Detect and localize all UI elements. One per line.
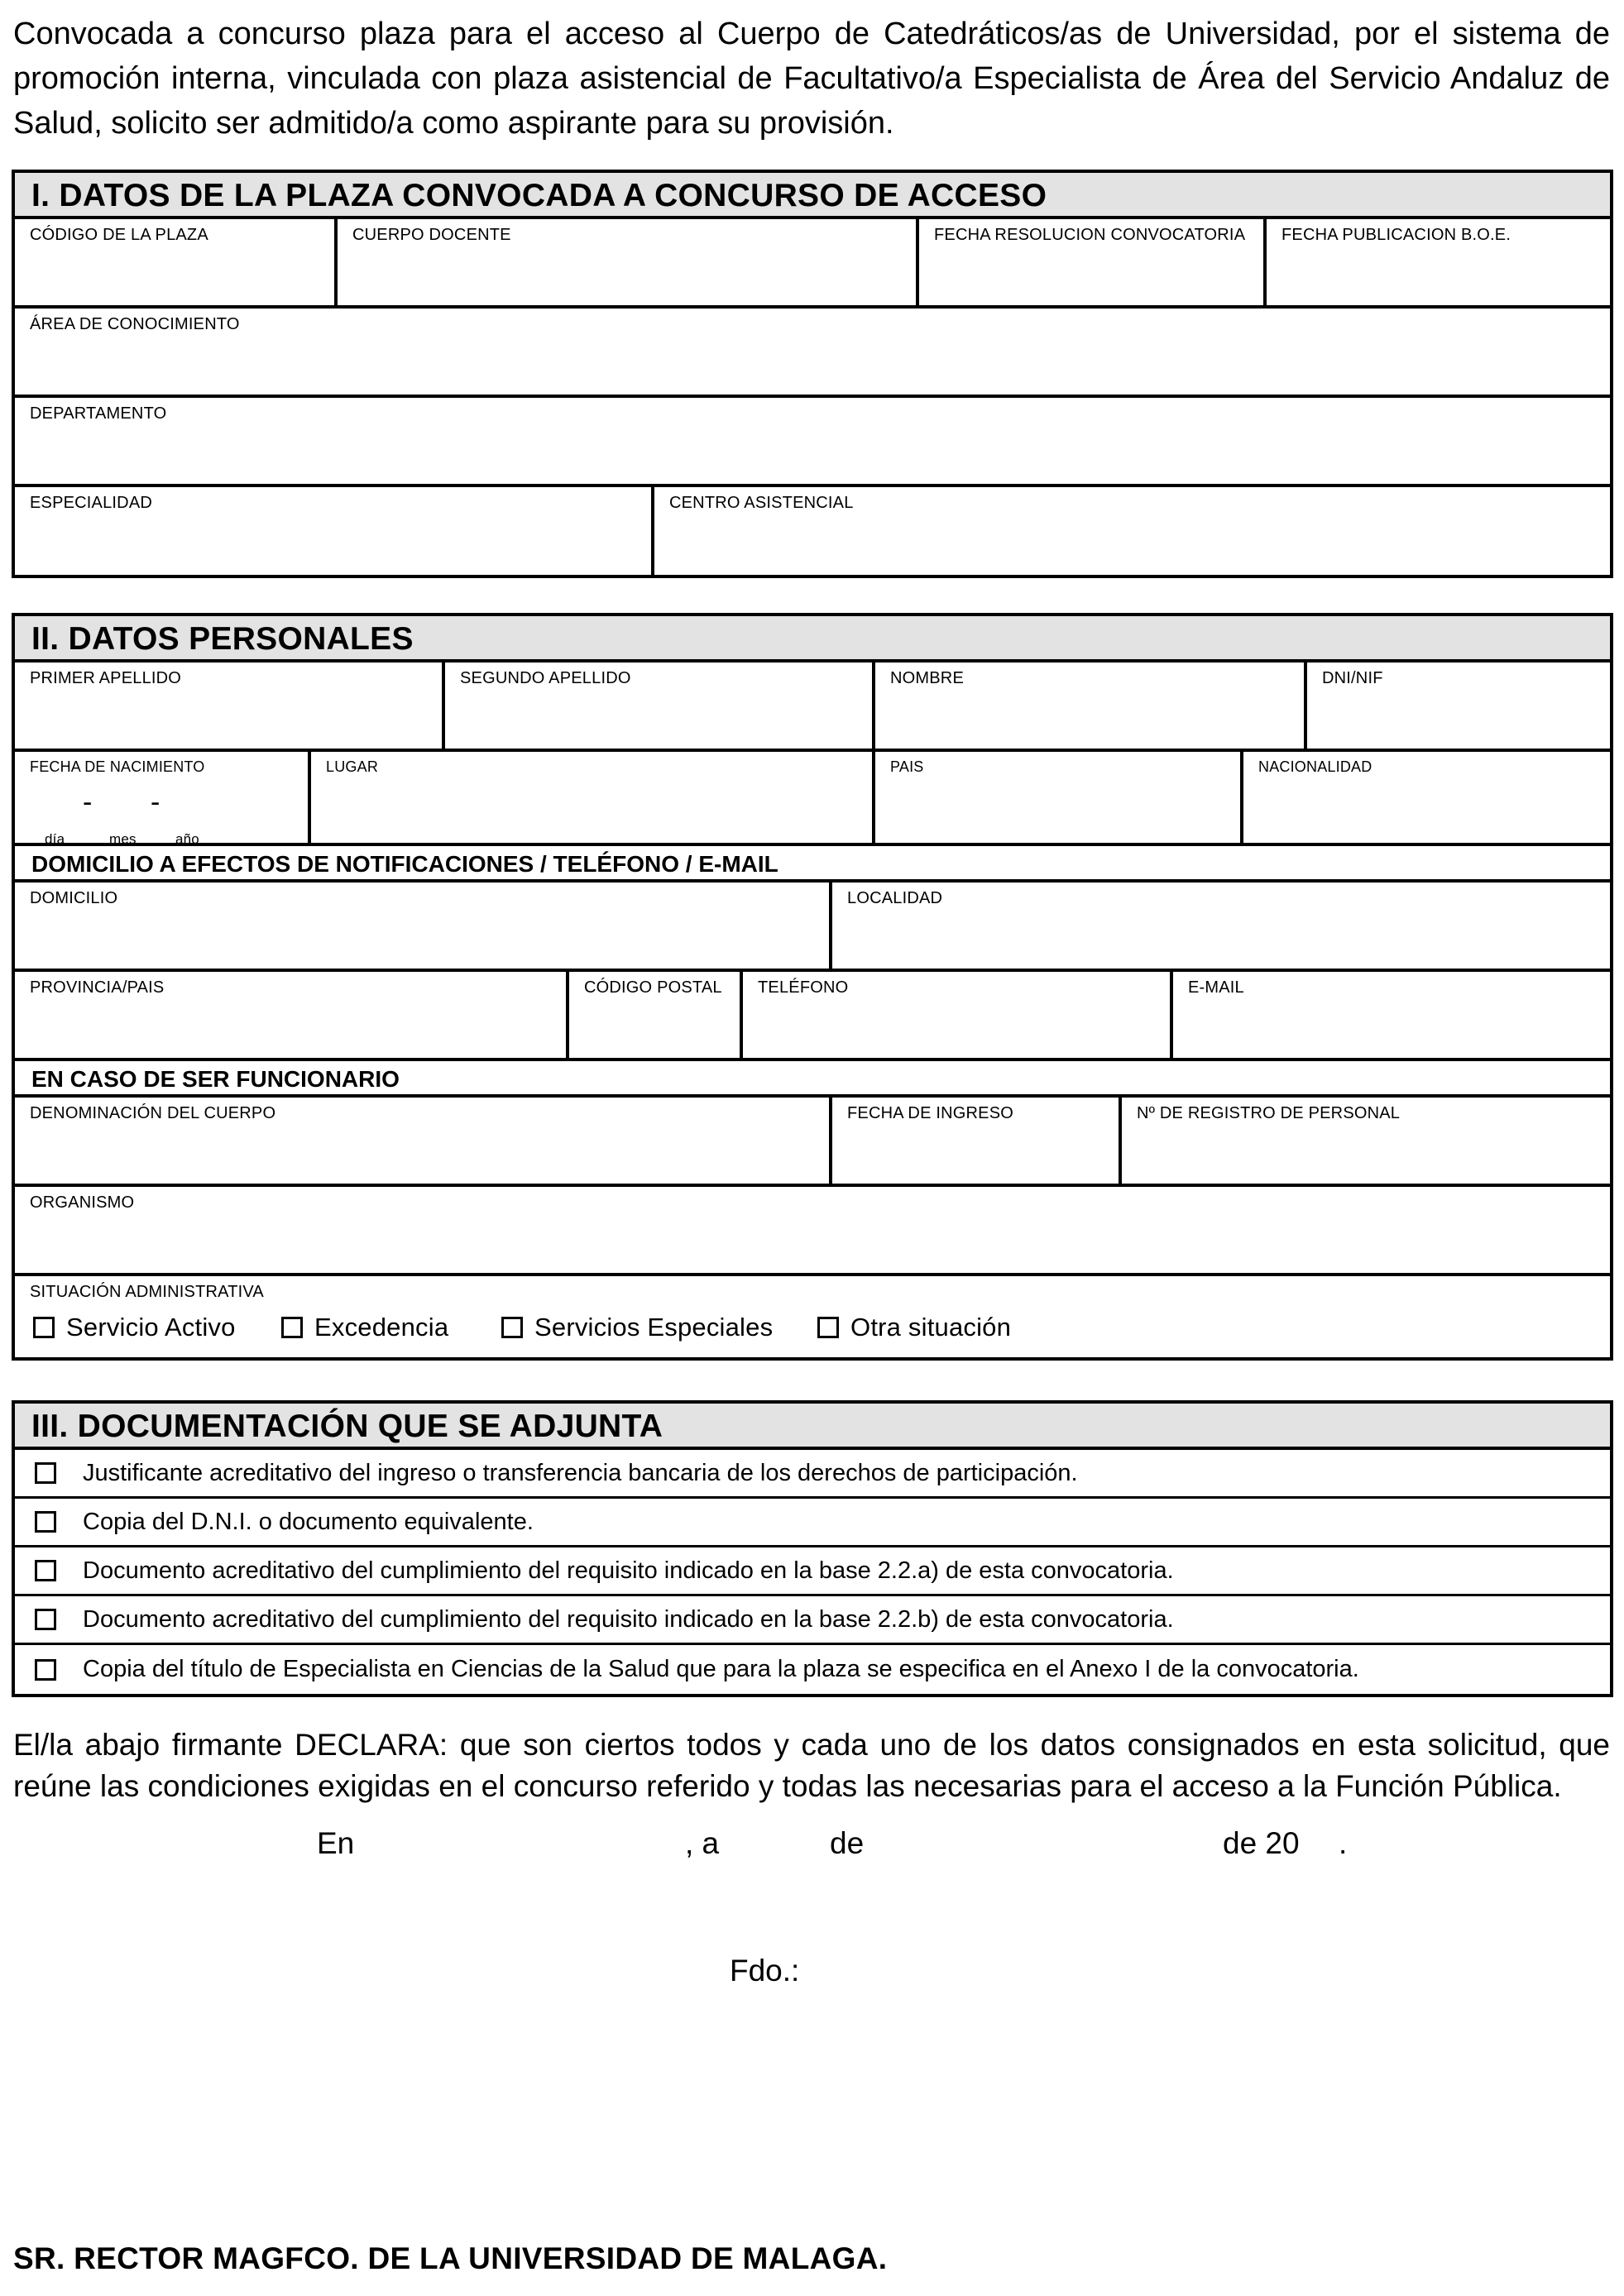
subhead-funcionario: EN CASO DE SER FUNCIONARIO [15,1061,1610,1098]
doc-item[interactable] [15,1596,1610,1645]
field-situacion-administrativa [15,1276,1610,1357]
doc-item[interactable] [15,1547,1610,1596]
checkbox-otra-situacion[interactable] [817,1317,839,1338]
label-excedencia: Excedencia [314,1313,449,1342]
field-organismo[interactable] [15,1187,1610,1273]
field-codigo-plaza[interactable] [15,219,338,305]
section-datos-personales [12,613,1613,1361]
label-nacionalidad: NACIONALIDAD [1258,758,1372,775]
subhead-domicilio: DOMICILIO A EFECTOS DE NOTIFICACIONES / TELÉFONO / E-MAIL [15,846,1610,883]
place-de20: de 20 [1223,1826,1300,1860]
checkbox-servicio-activo[interactable] [33,1317,55,1338]
label-otra-situacion: Otra situación [850,1313,1012,1342]
label-localidad: LOCALIDAD [847,889,943,907]
field-telefono[interactable] [743,972,1173,1058]
field-segundo-apellido[interactable] [445,662,875,749]
dob-labels [45,831,199,848]
signature-fdo: Fdo.: [730,1954,800,1987]
label-pais: PAIS [890,758,924,775]
checkbox-doc-justificante[interactable] [35,1462,56,1484]
place-dot: . [1339,1826,1348,1860]
section-documentacion [12,1400,1613,1697]
label-codigo-postal: CÓDIGO POSTAL [584,978,722,997]
label-fecha-resolucion: FECHA RESOLUCION CONVOCATORIA [934,226,1246,244]
checkbox-excedencia[interactable] [281,1317,303,1338]
doc-item[interactable] [15,1645,1610,1694]
section-personales-title: II. DATOS PERSONALES [15,616,1610,662]
checkbox-doc-dni[interactable] [35,1511,56,1533]
label-email: E-MAIL [1188,978,1244,997]
place-a: , a [685,1826,720,1860]
field-especialidad[interactable] [15,487,654,575]
field-provincia[interactable] [15,972,569,1058]
option-servicios-especiales[interactable] [501,1313,773,1342]
place-de: de [830,1826,865,1860]
field-denominacion-cuerpo[interactable] [15,1098,832,1184]
label-codigo-plaza: CÓDIGO DE LA PLAZA [30,226,208,244]
doc-label: Documento acreditativo del cumplimiento del requisito indicado en la base 2.2.a) de esta convocatoria. [83,1557,1174,1584]
field-primer-apellido[interactable] [15,662,445,749]
field-localidad[interactable] [832,883,1610,969]
checkbox-doc-requisito-b[interactable] [35,1609,56,1630]
field-registro-personal[interactable] [1122,1098,1610,1184]
field-lugar[interactable] [311,752,875,843]
label-situacion: SITUACIÓN ADMINISTRATIVA [30,1283,264,1301]
field-fecha-ingreso[interactable] [832,1098,1122,1184]
label-fecha-nacimiento: FECHA DE NACIMIENTO [30,758,205,775]
label-servicio-activo: Servicio Activo [66,1313,236,1342]
label-anio: año [175,831,199,847]
intro-paragraph: Convocada a concurso plaza para el acceso al Cuerpo de Catedráticos/as de Universidad, por el sistema de promoción interna, vinculada con plaza asistencial de Facultativo/a Especialista de Área del Servicio Andaluz de Salud, solicito ser admitido/a como aspirante para su provisión. [13,17,1610,141]
label-centro-asistencial: CENTRO ASISTENCIAL [669,494,854,512]
label-domicilio: DOMICILIO [30,889,118,907]
dob-separators: - - [83,787,160,818]
footer-recipient: SR. RECTOR MAGFCO. DE LA UNIVERSIDAD DE MALAGA. [13,2241,888,2275]
doc-item[interactable] [15,1499,1610,1547]
label-cuerpo-docente: CUERPO DOCENTE [352,226,511,244]
label-registro-personal: Nº DE REGISTRO DE PERSONAL [1137,1104,1401,1122]
label-especialidad: ESPECIALIDAD [30,494,153,512]
label-fecha-boe: FECHA PUBLICACION B.O.E. [1281,226,1511,244]
doc-item[interactable] [15,1450,1610,1499]
field-area-conocimiento[interactable] [15,309,1610,395]
field-domicilio[interactable] [15,883,832,969]
field-dni[interactable] [1307,662,1610,749]
doc-label: Justificante acreditativo del ingreso o transferencia bancaria de los derechos de participación. [83,1459,1078,1486]
checkbox-doc-requisito-a[interactable] [35,1560,56,1581]
label-servicios-especiales: Servicios Especiales [534,1313,774,1342]
field-nacionalidad[interactable] [1243,752,1610,843]
option-excedencia[interactable] [281,1313,448,1342]
label-segundo-apellido: SEGUNDO APELLIDO [460,669,631,687]
section-documentacion-title: III. DOCUMENTACIÓN QUE SE ADJUNTA [15,1404,1610,1450]
field-fecha-nacimiento[interactable] [15,752,311,847]
label-dia: día [45,831,65,847]
field-centro-asistencial[interactable] [654,487,1610,575]
label-organismo: ORGANISMO [30,1193,135,1212]
field-departamento[interactable] [15,398,1610,484]
label-fecha-ingreso: FECHA DE INGRESO [847,1104,1014,1122]
label-denominacion-cuerpo: DENOMINACIÓN DEL CUERPO [30,1104,276,1122]
section-plaza-title: I. DATOS DE LA PLAZA CONVOCADA A CONCURSO DE ACCESO [15,173,1610,219]
place-en: En [317,1826,355,1860]
field-email[interactable] [1173,972,1610,1058]
field-cuerpo-docente[interactable] [338,219,919,305]
field-codigo-postal[interactable] [569,972,743,1058]
checkbox-doc-titulo[interactable] [35,1659,56,1681]
label-nombre: NOMBRE [890,669,964,687]
doc-label: Documento acreditativo del cumplimiento del requisito indicado en la base 2.2.b) de esta convocatoria. [83,1605,1174,1633]
label-lugar: LUGAR [326,758,379,775]
field-nombre[interactable] [875,662,1307,749]
doc-label: Copia del título de Especialista en Ciencias de la Salud que para la plaza se especifica en el Anexo I de la convocatoria. [83,1656,1359,1682]
option-servicio-activo[interactable] [33,1313,236,1342]
option-otra-situacion[interactable] [817,1313,1011,1342]
field-fecha-boe[interactable] [1267,219,1610,305]
checkbox-servicios-especiales[interactable] [501,1317,523,1338]
field-pais[interactable] [875,752,1243,843]
label-area-conocimiento: ÁREA DE CONOCIMIENTO [30,315,240,333]
label-primer-apellido: PRIMER APELLIDO [30,669,182,687]
label-departamento: DEPARTAMENTO [30,404,167,423]
label-mes: mes [109,831,137,847]
doc-label: Copia del D.N.I. o documento equivalente. [83,1508,534,1535]
label-telefono: TELÉFONO [758,978,849,997]
label-provincia: PROVINCIA/PAIS [30,978,165,997]
field-fecha-resolucion[interactable] [919,219,1267,305]
label-dni: DNI/NIF [1322,669,1383,687]
section-plaza [12,170,1613,578]
declaration-paragraph: El/la abajo firmante DECLARA: que son ciertos todos y cada uno de los datos consignados en esta solicitud, que reúne las condiciones exigidas en el concurso referido y todas las necesarias para el acceso a la Función Pública. [13,1728,1610,1803]
